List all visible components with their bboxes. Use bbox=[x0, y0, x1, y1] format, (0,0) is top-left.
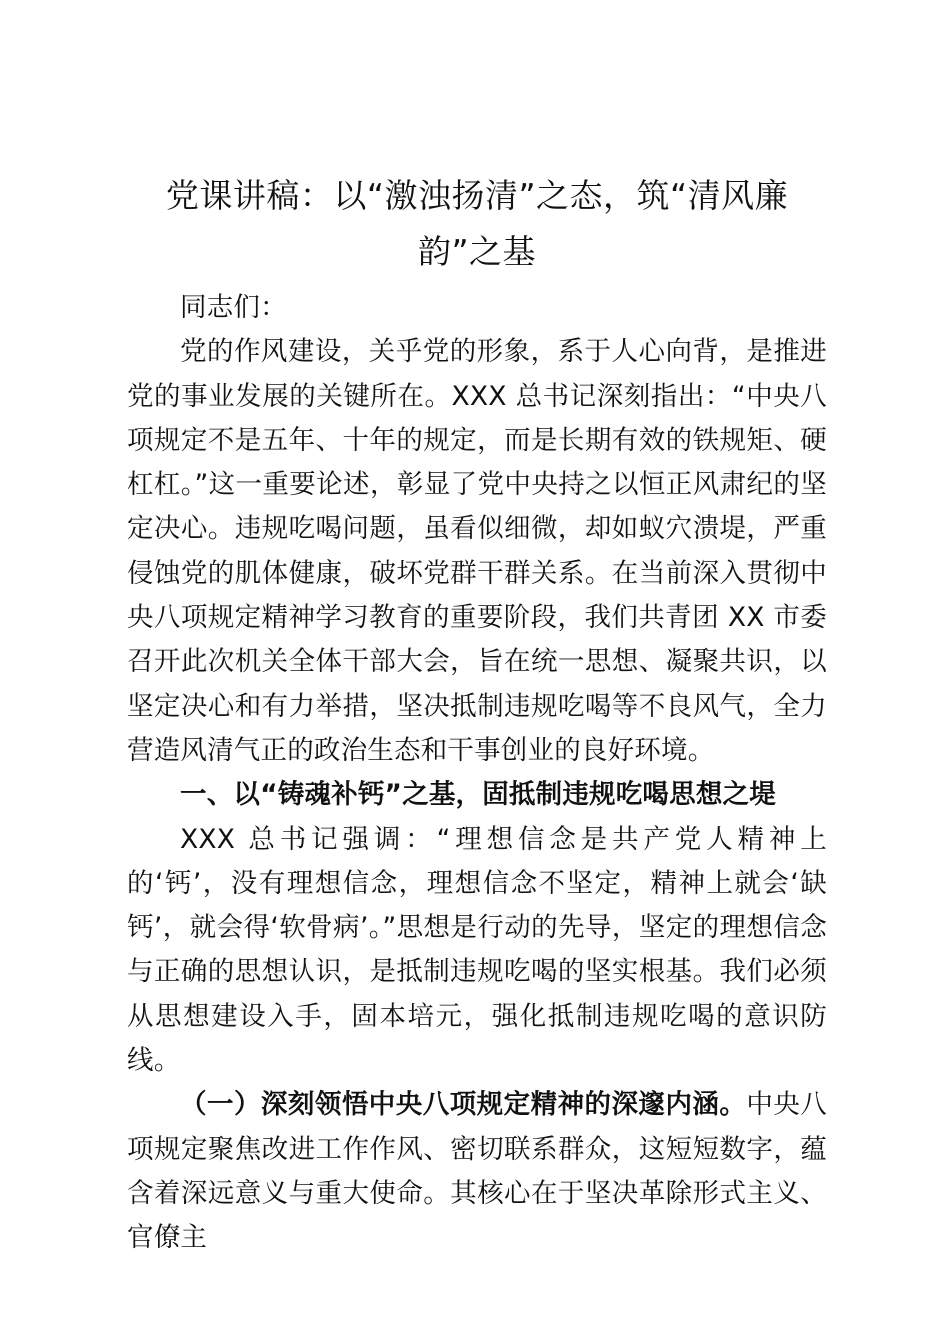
document-page bbox=[127, 168, 827, 1261]
subsection-1-text: 中央八项规定聚焦改进工作作风、密切联系群众，这短短数字，蕴含着深远意义与重大使命。其核心在于坚决革除形式主义、官僚主 bbox=[127, 1089, 827, 1254]
document-title: 党课讲稿：以“激浊扬清”之态，筑“清风廉韵”之基 bbox=[165, 176, 789, 271]
salutation: 同志们： bbox=[180, 292, 287, 323]
subsection-1-paragraph bbox=[127, 1083, 827, 1260]
section-1-heading: 一、以“铸魂补钙”之基，固抵制违规吃喝思想之堤 bbox=[180, 779, 776, 811]
intro-paragraph: 党的作风建设，关乎党的形象，系于人心向背，是推进党的事业发展的关键所在。XXX 总书记深刻指出：“中央八项规定不是五年、十年的规定，而是长期有效的铁规矩、硬杠杠。”这一重要论述，彰显了党中央持之以恒正风肃纪的坚定决心。违规吃喝问题，虽看似细微，却如蚁穴溃堤，严重侵蚀党的肌体健康，破坏党群干群关系。在当前深入贯彻中央八项规定精神学习教育的重要阶段，我们共青团 XX 市委召开此次机关全体干部大会，旨在统一思想、凝聚共识，以坚定决心和有力举措，坚决抵制违规吃喝等不良风气，全力营造风清气正的政治生态和干事创业的良好环境。 bbox=[127, 336, 827, 766]
section-1-paragraph: XXX 总书记强调：“理想信念是共产党人精神上的‘钙’，没有理想信念，理想信念不坚定，精神上就会‘缺钙’，就会得‘软骨病’。”思想是行动的先导，坚定的理想信念与正确的思想认识，是抵制违规吃喝的坚实根基。我们必须从思想建设入手，固本培元，强化抵制违规吃喝的意识防线。 bbox=[127, 823, 827, 1077]
subsection-1-lead: （一）深刻领悟中央八项规定精神的深邃内涵。 bbox=[180, 1089, 747, 1121]
